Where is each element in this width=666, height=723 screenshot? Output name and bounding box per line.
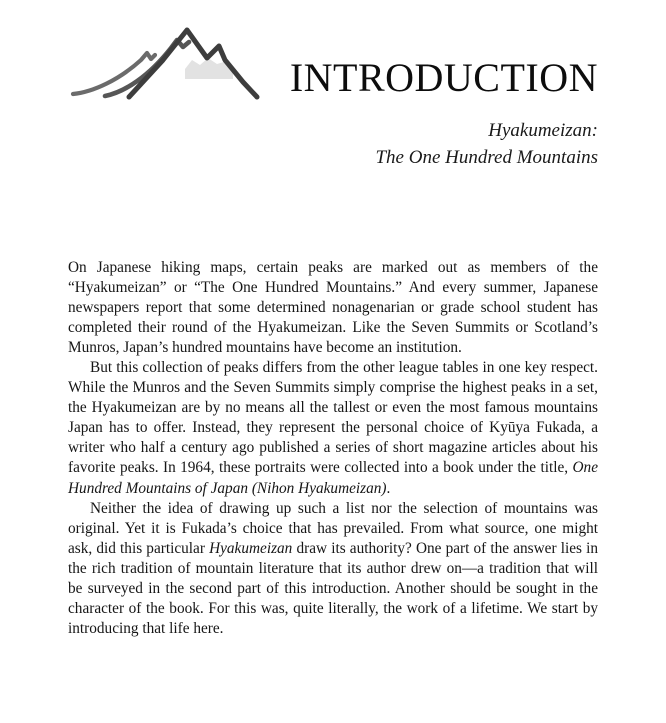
- mountain-range-icon: [67, 22, 272, 100]
- subtitle-line-1: Hyakumeizan:: [488, 120, 598, 141]
- chapter-subtitle: [78, 117, 598, 171]
- title-row: [0, 22, 598, 102]
- body-text: [68, 258, 598, 639]
- paragraph: On Japanese hiking maps, certain peaks are marked out as members of the “Hyakumeizan” or “The One Hundred Mountains.” And every summer, Japanese newspapers report that some determined nonagenarian or grade school student has completed their round of the Hyakumeizan. Like the Seven Summits or Scotland’s Munros, Japan’s hundred mountains have become an institution.: [68, 259, 598, 357]
- paragraph: But this collection of peaks differs from the other league tables in one key respect. While the Munros and the Seven Summits simply comprise the highest peaks in a set, the Hyakumeizan are by no means all the tallest or even the most famous mountains Japan has to offer. Instead, they represent the personal choice of Kyūya Fukada, a writer who half a century ago published a series of short magazine articles about his favorite peaks. In 1964, these portraits were collected into a book under the title, One Hundred Mountains of Japan (Nihon Hyakumeizan).: [68, 359, 598, 497]
- page-title: INTRODUCTION: [289, 55, 598, 100]
- subtitle-line-2: The One Hundred Mountains: [375, 147, 598, 168]
- chapter-header: [0, 0, 666, 180]
- paragraph: Neither the idea of drawing up such a list nor the selection of mountains was original. Yet it is Fukada’s choice that has prevailed. From what source, one might ask, did this particular Hyakumeizan draw its authority? One part of the answer lies in the rich tradition of mountain literature that its author drew on—a tradition that will be surveyed in the second part of this introduction. Another should be sought in the character of the book. For this was, quite literally, the work of a lifetime. We start by introducing that life here.: [68, 499, 599, 637]
